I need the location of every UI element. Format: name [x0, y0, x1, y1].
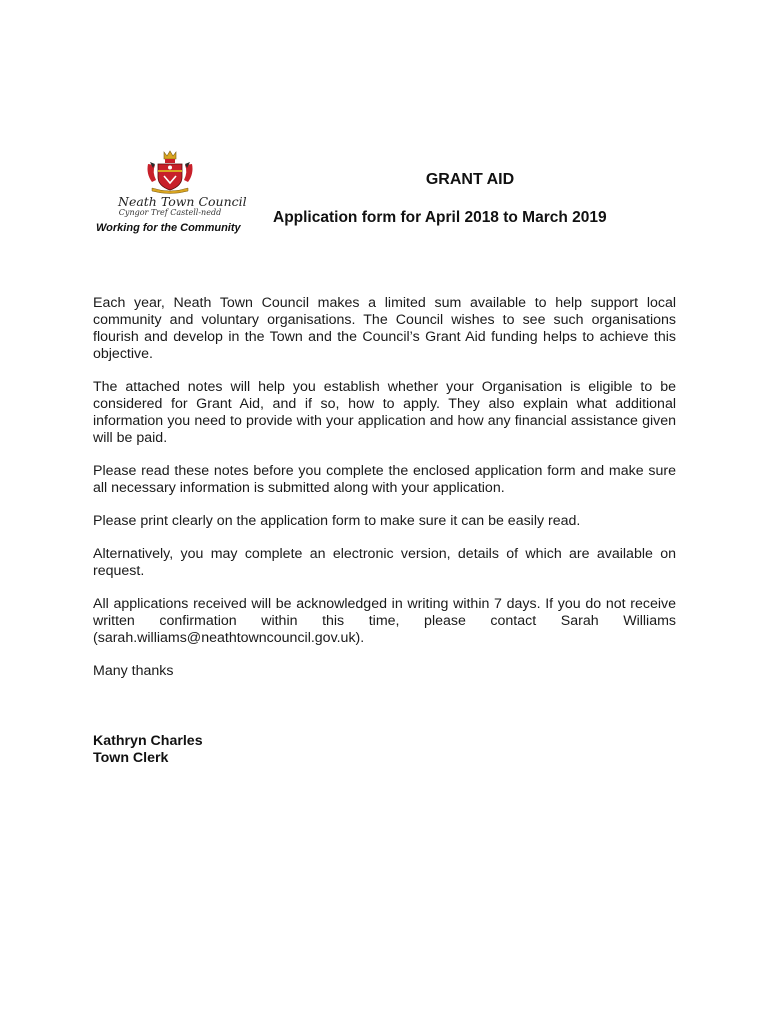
letter-body — [93, 295, 676, 696]
paragraph: The attached notes will help you establish whether your Organisation is eligible to be considered for Grant Aid, and if so, how to apply. They also explain what additional information you need to provide with your application and how any financial assistance given will be paid. — [93, 379, 676, 446]
council-logo — [118, 150, 247, 217]
signature-block — [93, 733, 203, 767]
council-welsh-name: Cyngor Tref Castell-nedd — [118, 208, 222, 217]
paragraph: Please read these notes before you complete the enclosed application form and make sure all necessary information is submitted along with your application. — [93, 463, 676, 496]
signatory-role: Town Clerk — [93, 750, 169, 766]
paragraph: All applications received will be acknowledged in writing within 7 days. If you do not receive written confirmation within this time, please contact Sarah Williams (sarah.williams@neathtowncouncil.gov.uk). — [93, 596, 676, 646]
tagline: Working for the Community — [96, 222, 241, 234]
paragraph: Each year, Neath Town Council makes a limited sum available to help support local community and voluntary organisations. The Council wishes to see such organisations flourish and develop in the Town and the Council’s Grant Aid funding helps to achieve this objective. — [93, 295, 676, 362]
closing-line: Many thanks — [93, 663, 174, 679]
council-name: Neath Town Council — [118, 194, 247, 209]
page-title: GRANT AID — [425, 171, 515, 188]
council-crest-icon — [144, 150, 196, 194]
paragraph: Please print clearly on the application form to make sure it can be easily read. — [93, 513, 581, 529]
paragraph: Alternatively, you may complete an electronic version, details of which are available on request. — [93, 546, 676, 579]
signatory-name: Kathryn Charles — [93, 733, 203, 749]
page-subtitle: Application form for April 2018 to March 2019 — [273, 209, 607, 226]
